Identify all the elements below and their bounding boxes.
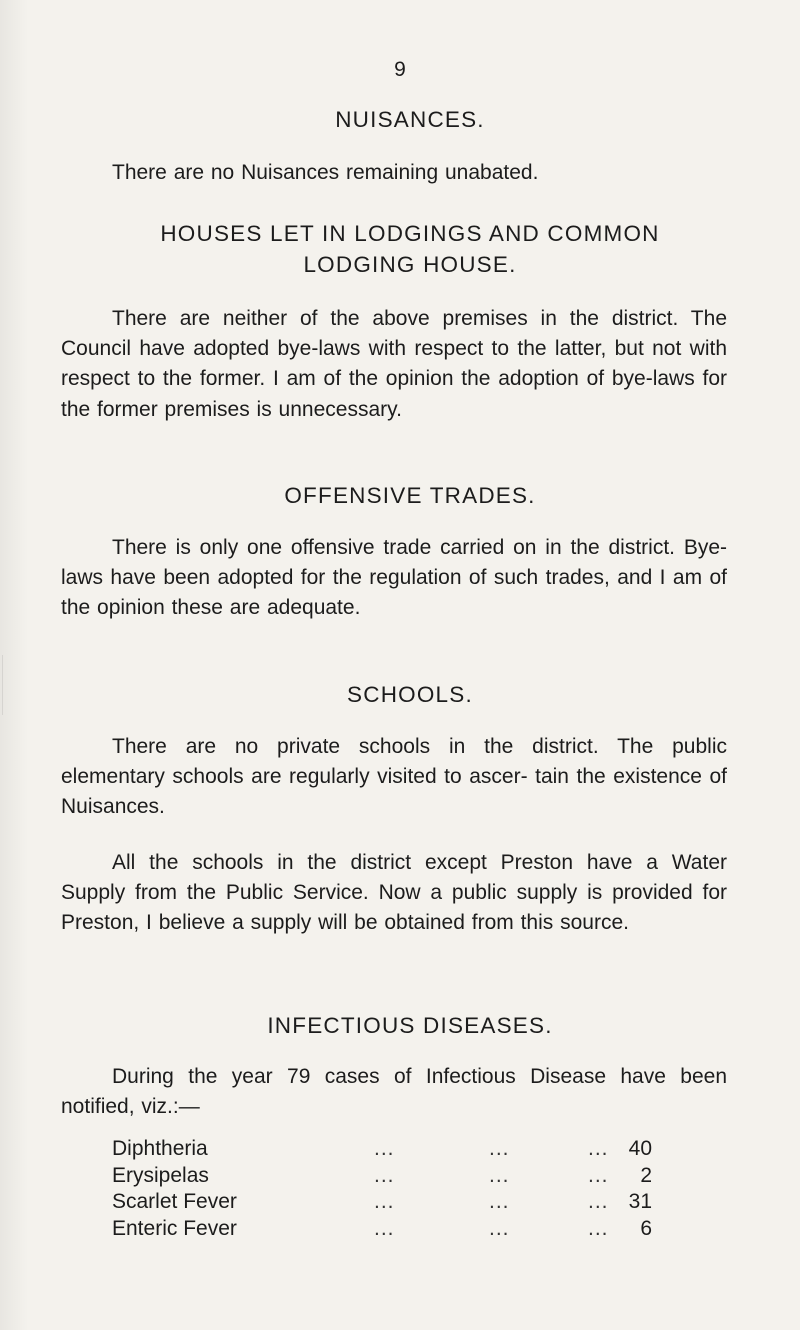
heading-schools: SCHOOLS. bbox=[347, 682, 473, 707]
disease-name: Scarlet Fever bbox=[112, 1190, 237, 1213]
case-count: 6 bbox=[640, 1216, 652, 1240]
disease-list bbox=[112, 1136, 652, 1242]
leader-dots: ... bbox=[588, 1163, 609, 1187]
heading-offensive-trades: OFFENSIVE TRADES. bbox=[284, 483, 536, 508]
list-item bbox=[112, 1163, 652, 1190]
leader-dots: ... bbox=[588, 1216, 609, 1240]
paragraph-schools-1: There are no private schools in the district. The public elementary schools are regularly visited to ascer- tain the existence of Nuisances. bbox=[61, 735, 727, 819]
heading-line: LODGING HOUSE. bbox=[303, 252, 517, 277]
heading-infectious-diseases: INFECTIOUS DISEASES. bbox=[267, 1013, 553, 1038]
disease-name: Diphtheria bbox=[112, 1137, 208, 1160]
leader-dots: ... bbox=[374, 1190, 395, 1213]
paragraph-houses: There are neither of the above premises in the district. The Council have adopted bye-laws with respect to the latter, but not with respect to the former. I am of the opinion the adoption of bye-laws for the former premises is unnecessary. bbox=[61, 307, 727, 421]
heading-houses-let-in-lodgings bbox=[60, 218, 760, 280]
disease-name: Erysipelas bbox=[112, 1163, 209, 1187]
list-item bbox=[112, 1189, 652, 1216]
leader-dots: ... bbox=[588, 1190, 609, 1213]
heading-line: HOUSES LET IN LODGINGS AND COMMON bbox=[160, 221, 660, 246]
case-count: 31 bbox=[628, 1190, 652, 1213]
list-item bbox=[112, 1136, 652, 1163]
paragraph-offensive-trades: There is only one offensive trade carried on in the district. Bye-laws have been adopted for the regulation of such trades, and I am of the opinion these are adequate. bbox=[61, 536, 727, 620]
paragraph-schools-2: All the schools in the district except Preston have a Water Supply from the Public Service. Now a public supply is provided for Preston, I believe a supply will be obtained from this source. bbox=[61, 851, 727, 935]
leader-dots: ... bbox=[489, 1216, 510, 1240]
paragraph-nuisances: There are no Nuisances remaining unabated. bbox=[112, 161, 539, 184]
leader-dots: ... bbox=[489, 1163, 510, 1187]
leader-dots: ... bbox=[588, 1137, 609, 1160]
leader-dots: ... bbox=[374, 1216, 395, 1240]
leader-dots: ... bbox=[489, 1137, 510, 1160]
heading-nuisances: NUISANCES. bbox=[335, 107, 485, 132]
list-item bbox=[112, 1216, 652, 1243]
page-crease bbox=[2, 655, 11, 715]
case-count: 40 bbox=[628, 1137, 652, 1160]
leader-dots: ... bbox=[374, 1137, 395, 1160]
paragraph-infectious: During the year 79 cases of Infectious Disease have been notified, viz.:— bbox=[61, 1065, 727, 1119]
leader-dots: ... bbox=[489, 1190, 510, 1213]
case-count: 2 bbox=[640, 1163, 652, 1187]
leader-dots: ... bbox=[374, 1163, 395, 1187]
page-number: 9 bbox=[394, 58, 406, 81]
disease-name: Enteric Fever bbox=[112, 1216, 237, 1240]
